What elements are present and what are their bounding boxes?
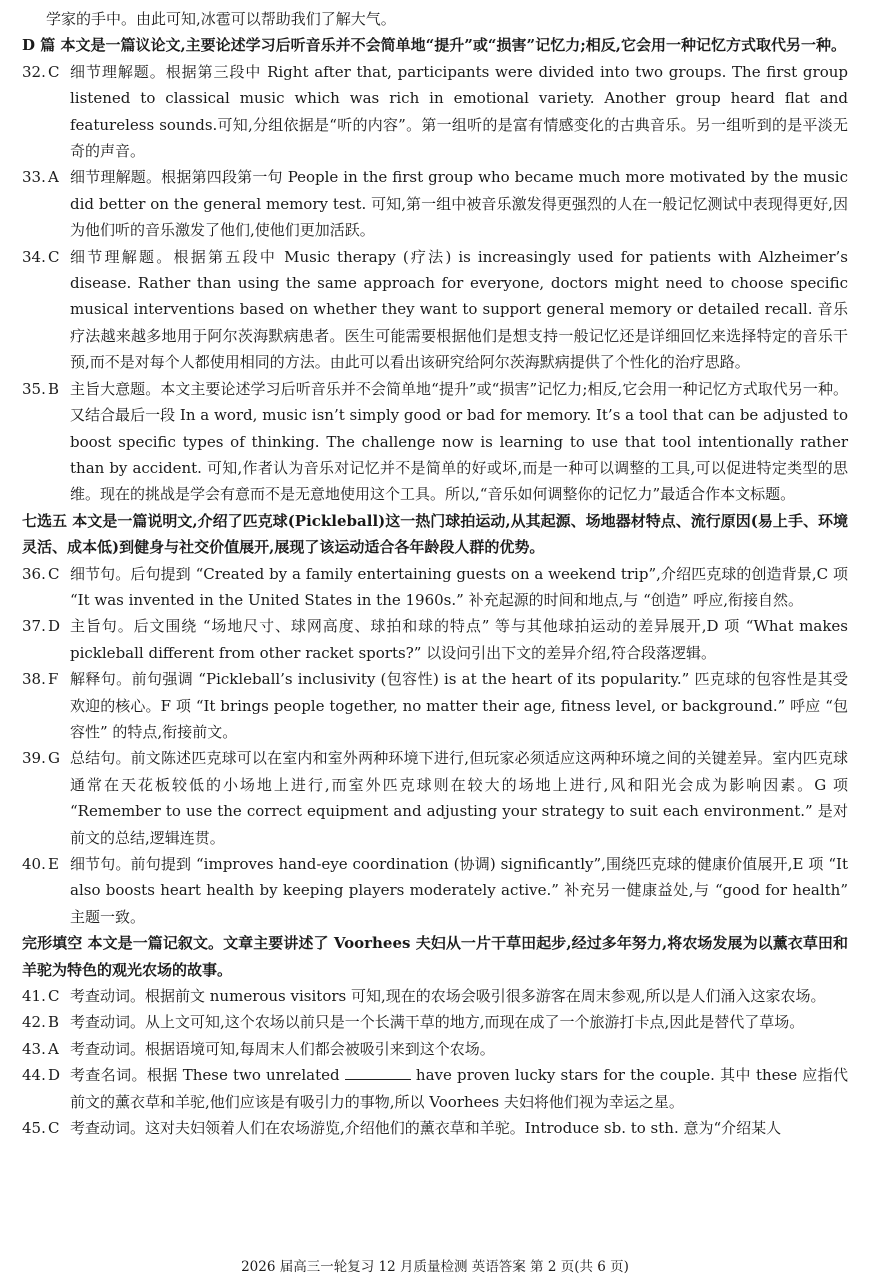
answer-item — [22, 561, 848, 614]
answer-item — [22, 851, 848, 930]
answer-text-body — [22, 6, 848, 1141]
answer-letter: C — [48, 247, 60, 266]
answer-letter: C — [48, 987, 60, 1006]
answer-item — [22, 244, 848, 376]
section-heading: 七选五 本文是一篇说明文,介绍了匹克球(Pickleball)这一热门球拍运动,从其起源、场地器材特点、流行原因(易上手、环境灵活、成本低)到健身与社交价值展开,展现了该运动适合各年龄段人群的优势。 — [22, 511, 848, 557]
question-number: 44. — [22, 1066, 46, 1085]
explanation-text: 主旨句。后文围绕 “场地尺寸、球网高度、球拍和球的特点” 等与其他球拍运动的差异展开,D 项 “What makes pickleball different from other racket sports?” 以设问引出下文的差异介绍,符合段落逻辑。 — [70, 617, 848, 662]
paragraph-text: 学家的手中。由此可知,冰雹可以帮助我们了解大气。 — [46, 10, 396, 28]
explanation-text: 细节理解题。根据第三段中 Right after that, participants were divided into two groups. The first group listened to classical music which was rich in emotional variety. Another group heard flat and featureless sounds.可知,分组依据是“听的内容”。第一组听的是富有情感变化的古典音乐。另一组听到的是平淡无奇的声音。 — [70, 62, 848, 161]
answer-item — [22, 613, 848, 666]
answer-item — [22, 666, 848, 745]
question-number: 42. — [22, 1013, 46, 1032]
page-footer: 2026 届高三一轮复习 12 月质量检测 英语答案 第 2 页(共 6 页) — [241, 1259, 629, 1275]
fill-in-blank — [345, 1065, 411, 1080]
explanation-text: 总结句。前文陈述匹克球可以在室内和室外两种环境下进行,但玩家必须适应这两种环境之间的关键差异。室内匹克球通常在天花板较低的小场地上进行,而室外匹克球则在较大的场地上进行,风和阳光会成为影响因素。G 项 “Remember to use the correct equipment and adjusting your strategy to suit each environment.” 是对前文的总结,逻辑连贯。 — [70, 749, 848, 847]
answer-item — [22, 1115, 848, 1141]
explanation-text: 考查动词。根据语境可知,每周末人们都会被吸引来到这个农场。 — [70, 1039, 495, 1058]
explanation-text: 考查动词。根据前文 numerous visitors 可知,现在的农场会吸引很多游客在周末参观,所以是人们涌入这家农场。 — [70, 987, 826, 1006]
answer-letter: E — [48, 855, 59, 873]
question-number: 40. — [22, 855, 46, 873]
question-number: 45. — [22, 1119, 46, 1138]
answer-item — [22, 1062, 848, 1115]
explanation-text — [70, 1062, 848, 1115]
explanation-text: 考查动词。这对夫妇领着人们在农场游览,介绍他们的薰衣草和羊驼。Introduce sb. to sth. 意为“介绍某人 — [70, 1119, 782, 1138]
section-heading: 完形填空 本文是一篇记叙文。文章主要讲述了 Voorhees 夫妇从一片干草田起步,经过多年努力,将农场发展为以薰衣草田和羊驼为特色的观光农场的故事。 — [22, 934, 848, 979]
answer-item — [22, 983, 848, 1009]
answer-letter: F — [48, 670, 59, 689]
question-number: 41. — [22, 987, 46, 1006]
question-number: 34. — [22, 247, 46, 266]
explanation-text: 主旨大意题。本文主要论述学习后听音乐并不会简单地“提升”或“损害”记忆力;相反,它会用一种记忆方式取代另一种。又结合最后一段 In a word, music isn’t simply good or bad for memory. It’s a tool that can be adjusted to boost specific types of thinking. The challenge now is learning to use that tool intentionally rather than by accident. 可知,作者认为音乐对记忆并不是简单的好或坏,而是一种可以调整的工具,可以促进特定类型的思维。现在的挑战是学会有意而不是无意地使用这个工具。所以,“音乐如何调整你的记忆力”最适合作本文标题。 — [70, 379, 848, 504]
explanation-text: 细节理解题。根据第四段第一句 People in the first group who became much more motivated by the music did better on the general memory test. 可知,第一组中被音乐激发得更强烈的人在一般记忆测试中表现得更好,因为他们听的音乐激发了他们,使他们更加活跃。 — [70, 168, 848, 240]
answer-item — [22, 1036, 848, 1062]
explanation-text: 细节句。前句提到 “improves hand-eye coordination (协调) significantly”,围绕匹克球的健康价值展开,E 项 “It also boosts heart health by keeping players moderately active.” 补充另一健康益处,与 “good for health” 主题一致。 — [70, 855, 848, 926]
question-number: 43. — [22, 1039, 46, 1058]
question-number: 36. — [22, 564, 46, 583]
answer-letter: G — [48, 749, 60, 768]
answer-item — [22, 59, 848, 165]
question-number: 37. — [22, 617, 46, 636]
answer-letter: B — [48, 379, 60, 398]
explanation-text: 考查动词。从上文可知,这个农场以前只是一个长满干草的地方,而现在成了一个旅游打卡点,因此是替代了草场。 — [70, 1013, 805, 1032]
explanation-text: 解释句。前句强调 “Pickleball’s inclusivity (包容性) is at the heart of its popularity.” 匹克球的包容性是其受欢迎的核心。F 项 “It brings people together, no matter their age, fitness level, or background.” 呼应 “包容性” 的特点,衔接前文。 — [70, 670, 848, 741]
explanation-text: 细节句。后句提到 “Created by a family entertaining guests on a weekend trip”,介绍匹克球的创造背景,C 项 “It was invented in the United States in the 1960s.” 补充起源的时间和地点,与 “创造” 呼应,衔接自然。 — [70, 564, 848, 609]
answer-letter: A — [48, 1039, 59, 1058]
answer-letter: C — [48, 1119, 60, 1138]
explanation-text-part: have proven lucky stars for the couple. 其中 these 应指代前文的薰衣草和羊驼,他们应该是有吸引力的事物,所以 Voorhees 夫妇将他们视为幸运之星。 — [70, 1066, 848, 1111]
question-number: 35. — [22, 379, 46, 398]
answer-letter: D — [48, 617, 61, 636]
answer-item — [22, 1009, 848, 1035]
section-heading: D 篇 本文是一篇议论文,主要论述学习后听音乐并不会简单地“提升”或“损害”记忆力;相反,它会用一种记忆方式取代另一种。 — [22, 36, 846, 55]
question-number: 33. — [22, 168, 46, 187]
question-number: 39. — [22, 749, 46, 768]
explanation-text: 细节理解题。根据第五段中 Music therapy (疗法) is increasingly used for patients with Alzheimer’s disease. Rather than using the same approach for everyone, doctors might need to choose specific musical interventions based on whether they want to support general memory or detailed recall. 音乐疗法越来越多地用于阿尔茨海默病患者。医生可能需要根据他们是想支持一般记忆还是详细回忆来选择特定的音乐干预,而不是对每个人都使用相同的方法。由此可以看出该研究给阿尔茨海默病提供了个性化的治疗思路。 — [70, 247, 848, 372]
explanation-text-part: 考查名词。根据 These two unrelated — [70, 1066, 340, 1085]
question-number: 38. — [22, 670, 46, 689]
answer-item — [22, 376, 848, 508]
answer-letter: C — [48, 564, 60, 583]
answer-letter: C — [48, 62, 60, 81]
answer-letter: D — [48, 1066, 61, 1085]
answer-item — [22, 745, 848, 851]
answer-item — [22, 164, 848, 243]
answer-letter: B — [48, 1013, 60, 1032]
question-number: 32. — [22, 62, 46, 81]
answer-letter: A — [48, 168, 59, 187]
